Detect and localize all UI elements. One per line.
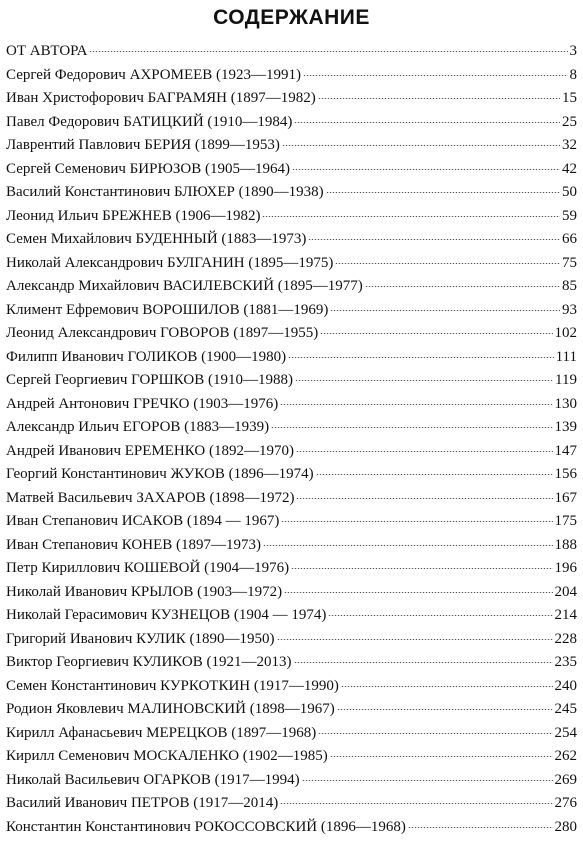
dot-leader [335,263,560,264]
toc-entry-title: Сергей Семенович БИРЮЗОВ (1905—1964) [6,160,290,178]
toc-entry[interactable] [6,277,577,301]
dot-leader [294,662,553,663]
dot-leader [271,427,552,428]
toc-entry[interactable] [6,630,577,654]
dot-leader [326,192,560,193]
toc-entry[interactable] [6,230,577,254]
dot-leader [277,639,553,640]
dot-leader [291,568,552,569]
toc-entry[interactable] [6,512,577,536]
toc-entry-page-number: 240 [555,677,578,695]
toc-entry-page-number: 139 [555,418,578,436]
toc-entry-page-number: 93 [562,301,577,319]
toc-entry-page-number: 188 [555,536,578,554]
dot-leader [280,404,552,405]
dot-leader [318,733,552,734]
toc-entry[interactable] [6,583,577,607]
toc-entry[interactable] [6,606,577,630]
toc-entry[interactable] [6,724,577,748]
toc-entry[interactable] [6,700,577,724]
dot-leader [303,75,567,76]
toc-entry-title: Георгий Константинович ЖУКОВ (1896—1974) [6,465,314,483]
toc-entry[interactable] [6,818,577,841]
toc-entry-page-number: 245 [555,700,578,718]
toc-entry-title: Иван Степанович ИСАКОВ (1894 — 1967) [6,512,279,530]
page-title: СОДЕРЖАНИЕ [0,6,583,30]
toc-entry-title: Павел Федорович БАТИЦКИЙ (1910—1984) [6,113,292,131]
toc-entry-page-number: 269 [555,771,578,789]
toc-entry-page-number: 280 [555,818,578,836]
dot-leader [337,709,553,710]
toc-entry-page-number: 66 [562,230,577,248]
toc-entry-title: Кирилл Семенович МОСКАЛЕНКО (1902—1985) [6,747,328,765]
dot-leader [263,545,553,546]
toc-entry-title: Семен Михайлович БУДЕННЫЙ (1883—1973) [6,230,306,248]
toc-entry[interactable] [6,89,577,113]
dot-leader [281,521,552,522]
toc-entry-page-number: 32 [562,136,577,154]
toc-entry[interactable] [6,160,577,184]
toc-entry[interactable] [6,677,577,701]
dot-leader [292,169,560,170]
toc-entry-title: Александр Ильич ЕГОРОВ (1883—1939) [6,418,269,436]
toc-entry-title: Матвей Васильевич ЗАХАРОВ (1898—1972) [6,489,294,507]
toc-entry-title: Виктор Георгиевич КУЛИКОВ (1921—2013) [6,653,292,671]
toc-entry[interactable] [6,536,577,560]
toc-entry-title: Василий Иванович ПЕТРОВ (1917—2014) [6,794,278,812]
toc-entry-title: Сергей Георгиевич ГОРШКОВ (1910—1988) [6,371,293,389]
toc-entry-title: Климент Ефремович ВОРОШИЛОВ (1881—1969) [6,301,328,319]
toc-entry[interactable] [6,794,577,818]
toc-entry[interactable] [6,301,577,325]
dot-leader [308,239,560,240]
toc-entry-page-number: 50 [562,183,577,201]
toc-entry[interactable] [6,183,577,207]
toc-entry[interactable] [6,136,577,160]
toc-entry[interactable] [6,348,577,372]
toc-entry-page-number: 119 [555,371,577,389]
dot-leader [302,780,553,781]
toc-entry-page-number: 8 [570,66,578,84]
toc-entry-title: Александр Михайлович ВАСИЛЕВСКИЙ (1895—1977) [6,277,363,295]
dot-leader [262,216,560,217]
toc-entry-title: Андрей Иванович ЕРЕМЕНКО (1892—1970) [6,442,294,460]
toc-entry[interactable] [6,66,577,90]
toc-entry-title: Семен Константинович КУРКОТКИН (1917—1990) [6,677,339,695]
toc-entry-page-number: 3 [570,42,578,60]
toc-entry[interactable] [6,254,577,278]
toc-entry-title: Родион Яковлевич МАЛИНОВСКИЙ (1898—1967) [6,700,335,718]
toc-entry-page-number: 15 [562,89,577,107]
dot-leader [294,122,560,123]
dot-leader [284,592,552,593]
toc-entry-page-number: 196 [555,559,578,577]
dot-leader [296,498,552,499]
toc-entry-page-number: 254 [555,724,578,742]
toc-entry[interactable] [6,489,577,513]
toc-entry-page-number: 214 [555,606,578,624]
toc-entry-page-number: 156 [555,465,578,483]
toc-entry-title: Леонид Ильич БРЕЖНЕВ (1906—1982) [6,207,260,225]
toc-entry-page-number: 130 [555,395,578,413]
dot-leader [89,51,567,52]
dot-leader [328,615,552,616]
dot-leader [318,98,560,99]
toc-entry-title: Кирилл Афанасьевич МЕРЕЦКОВ (1897—1968) [6,724,316,742]
toc-entry-page-number: 85 [562,277,577,295]
toc-entry[interactable] [6,418,577,442]
toc-entry-page-number: 102 [555,324,578,342]
toc-entry-page-number: 25 [562,113,577,131]
toc-entry-title: Иван Христофорович БАГРАМЯН (1897—1982) [6,89,316,107]
toc-entry[interactable] [6,747,577,771]
dot-leader [316,474,553,475]
toc-entry-page-number: 175 [555,512,578,530]
dot-leader [341,686,553,687]
toc-entry-title: Лаврентий Павлович БЕРИЯ (1899—1953) [6,136,280,154]
toc-entry-page-number: 167 [555,489,578,507]
dot-leader [320,333,552,334]
toc-entry-page-number: 42 [562,160,577,178]
toc-entry-title: Петр Кириллович КОШЕВОЙ (1904—1976) [6,559,289,577]
toc-entry-page-number: 75 [562,254,577,272]
toc-entry[interactable] [6,465,577,489]
toc-entry[interactable] [6,42,577,66]
toc-entry-title: Василий Константинович БЛЮХЕР (1890—1938) [6,183,324,201]
toc-entry-title: Николай Герасимович КУЗНЕЦОВ (1904 — 1974) [6,606,326,624]
toc-entry-title: Николай Александрович БУЛГАНИН (1895—1975) [6,254,333,272]
dot-leader [295,380,553,381]
toc-entry-page-number: 262 [555,747,578,765]
toc-entry-title: ОТ АВТОРА [6,42,87,60]
toc-entry[interactable] [6,559,577,583]
toc-entry-page-number: 228 [555,630,578,648]
toc-entry-page-number: 59 [562,207,577,225]
toc-entry-page-number: 147 [555,442,578,460]
dot-leader [365,286,560,287]
toc-entry[interactable] [6,771,577,795]
dot-leader [282,145,560,146]
toc-entry-title: Леонид Александрович ГОВОРОВ (1897—1955) [6,324,318,342]
toc-entry[interactable] [6,442,577,466]
toc-entry[interactable] [6,371,577,395]
toc-entry-title: Николай Васильевич ОГАРКОВ (1917—1994) [6,771,300,789]
toc-entry[interactable] [6,324,577,348]
toc-entry-title: Иван Степанович КОНЕВ (1897—1973) [6,536,261,554]
toc-entry[interactable] [6,653,577,677]
toc-entry[interactable] [6,395,577,419]
dot-leader [408,827,553,828]
toc-entry-title: Николай Иванович КРЫЛОВ (1903—1972) [6,583,282,601]
toc-entry-page-number: 204 [555,583,578,601]
toc-entry[interactable] [6,207,577,231]
toc-entry-title: Константин Константинович РОКОССОВСКИЙ (1896—1968) [6,818,406,836]
toc-entry-title: Филипп Иванович ГОЛИКОВ (1900—1980) [6,348,286,366]
dot-leader [288,357,554,358]
dot-leader [280,803,552,804]
table-of-contents [6,42,577,841]
toc-entry-title: Андрей Антонович ГРЕЧКО (1903—1976) [6,395,278,413]
toc-entry-page-number: 276 [555,794,578,812]
dot-leader [330,756,553,757]
toc-entry[interactable] [6,113,577,137]
toc-entry-page-number: 111 [556,348,577,366]
dot-leader [330,310,560,311]
toc-entry-title: Григорий Иванович КУЛИК (1890—1950) [6,630,275,648]
toc-entry-title: Сергей Федорович АХРОМЕЕВ (1923—1991) [6,66,301,84]
toc-entry-page-number: 235 [555,653,578,671]
dot-leader [296,451,553,452]
